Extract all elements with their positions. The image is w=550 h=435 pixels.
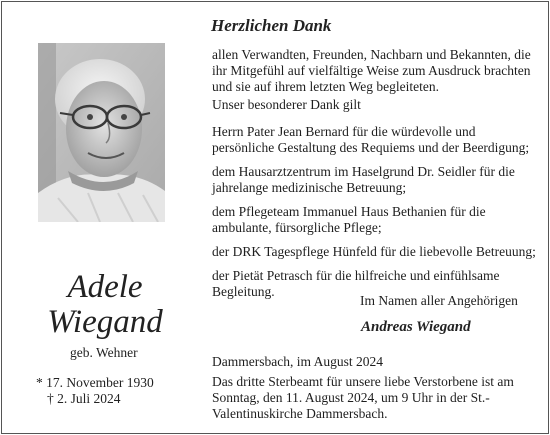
on-behalf-line: Im Namen aller Angehörigen	[360, 293, 518, 308]
place-date: Dammersbach, im August 2024	[212, 354, 383, 369]
deceased-first-name: Adele	[67, 269, 143, 305]
deceased-last-name: Wiegand	[47, 304, 163, 340]
special-thanks-label: Unser besonderer Dank gilt	[212, 97, 361, 112]
signature-name: Andreas Wiegand	[361, 319, 471, 335]
thanks-item: der Pietät Petrasch für die hilfreiche und einfühlsame Begleitung.	[212, 268, 500, 299]
thanks-heading: Herzlichen Dank	[211, 16, 332, 35]
thanks-intro: allen Verwandten, Freunden, Nachbarn und Bekannten, die ihr Mitgefühl auf vielfältige Weise zum Ausdruck brachten und sie auf ihrem letzten Weg begleiteten.	[212, 47, 531, 94]
service-notice: Das dritte Sterbeamt für unsere liebe Verstorbene ist am Sonntag, den 11. August 2024, um 9 Uhr in der St.-Valentinuskirche Dammersbach.	[212, 374, 514, 421]
portrait-photo	[38, 43, 165, 222]
birth-date: * 17. November 1930	[36, 375, 154, 390]
thanks-item: dem Pflegeteam Immanuel Haus Bethanien für die ambulante, fürsorgliche Pflege;	[212, 204, 486, 235]
maiden-name: geb. Wehner	[70, 345, 138, 360]
thanks-item: dem Hausarztzentrum im Haselgrund Dr. Seidler für die jahrelange medizinische Betreuung;	[212, 164, 515, 195]
death-date: † 2. Juli 2024	[47, 391, 121, 406]
thanks-item: Herrn Pater Jean Bernard für die würdevolle und persönliche Gestaltung des Requiems und der Beerdigung;	[212, 124, 530, 155]
thanks-item: der DRK Tagespflege Hünfeld für die liebevolle Betreuung;	[212, 244, 536, 259]
